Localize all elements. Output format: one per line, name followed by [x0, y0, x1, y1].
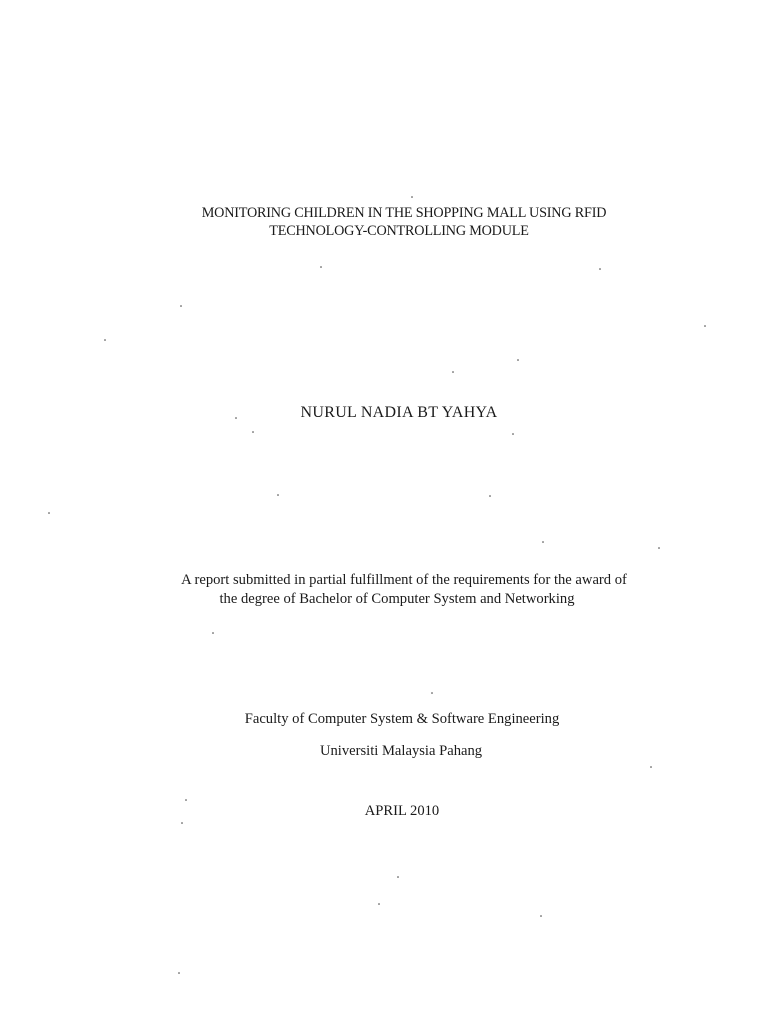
scan-speck [104, 339, 106, 341]
scan-speck [277, 494, 279, 496]
scan-speck [542, 541, 544, 543]
scan-speck [48, 512, 50, 514]
scan-speck [185, 799, 187, 801]
scan-speck [397, 876, 399, 878]
author-name: NURUL NADIA BT YAHYA [300, 404, 498, 421]
scan-speck [517, 359, 519, 361]
scan-speck [650, 766, 652, 768]
faculty-name: Faculty of Computer System & Software Engineering [244, 711, 560, 727]
scan-speck [411, 196, 413, 198]
scan-speck [178, 972, 180, 974]
scan-speck [181, 822, 183, 824]
scan-speck [489, 495, 491, 497]
scan-speck [599, 268, 601, 270]
university-name: Universiti Malaysia Pahang [319, 743, 483, 759]
scan-speck [431, 692, 433, 694]
scan-speck [452, 371, 454, 373]
scan-speck [235, 417, 237, 419]
report-title-line-1: MONITORING CHILDREN IN THE SHOPPING MALL USING RFID [201, 205, 607, 221]
submission-statement-line-1: A report submitted in partial fulfillment of the requirements for the award of [181, 572, 627, 588]
scan-speck [320, 266, 322, 268]
scan-speck [180, 305, 182, 307]
scan-speck [540, 915, 542, 917]
scan-speck [704, 325, 706, 327]
scan-speck [378, 903, 380, 905]
scan-speck [512, 433, 514, 435]
scan-speck [252, 431, 254, 433]
submission-date: APRIL 2010 [364, 803, 440, 819]
submission-statement-line-2: the degree of Bachelor of Computer System and Networking [219, 591, 575, 607]
report-title-line-2: TECHNOLOGY-CONTROLLING MODULE [269, 223, 529, 239]
scan-speck [658, 547, 660, 549]
scan-speck [212, 632, 214, 634]
